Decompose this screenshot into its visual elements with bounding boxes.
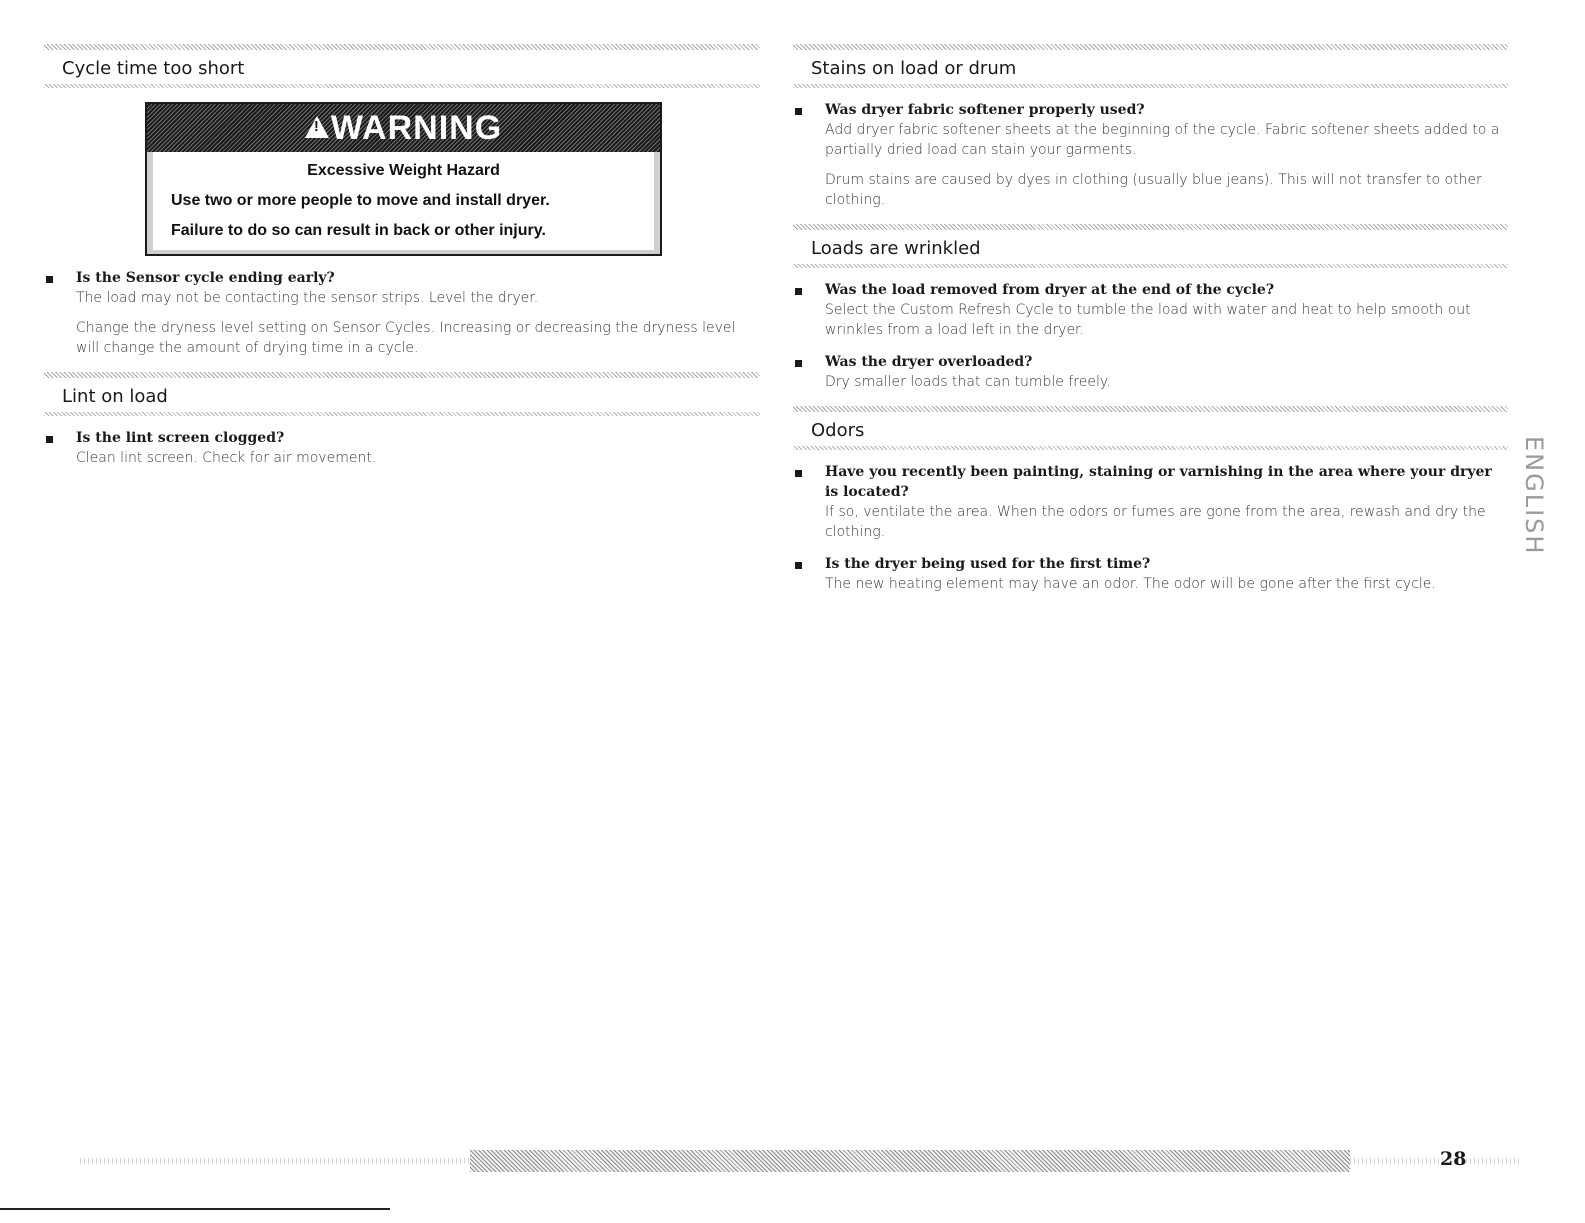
square-bullet-icon xyxy=(46,436,53,443)
item-question: Was dryer fabric softener properly used? xyxy=(825,102,1145,118)
section-divider xyxy=(793,264,1508,268)
warning-box xyxy=(145,102,662,256)
warning-line: Failure to do so can result in back or other injury. xyxy=(171,222,546,239)
item-question: Was the dryer overloaded? xyxy=(825,354,1033,370)
warning-line: Use two or more people to move and install dryer. xyxy=(171,192,550,209)
list-item xyxy=(793,100,1508,210)
section-title-odors: Odors xyxy=(811,420,865,441)
item-answer: Clean lint screen. Check for air movement. xyxy=(76,450,377,466)
right-column xyxy=(793,44,1508,594)
warning-header-label: WARNING xyxy=(330,108,503,147)
section-title-stains: Stains on load or drum xyxy=(811,58,1017,79)
square-bullet-icon xyxy=(795,108,802,115)
footer-band xyxy=(80,1150,1520,1170)
square-bullet-icon xyxy=(795,360,802,367)
item-answer: The new heating element may have an odor. The odor will be gone after the first cycle. xyxy=(825,576,1436,592)
item-answer: The load may not be contacting the sensor strips. Level the dryer. xyxy=(76,290,539,306)
item-question: Was the load removed from dryer at the end of the cycle? xyxy=(825,282,1275,298)
list-item xyxy=(44,428,760,468)
section-divider xyxy=(44,412,760,416)
section-divider xyxy=(793,446,1508,450)
item-answer: Add dryer fabric softener sheets at the beginning of the cycle. Fabric softener sheets added to a partially dried load can stain your garments. xyxy=(825,122,1500,158)
left-column xyxy=(44,44,760,468)
item-question: Is the Sensor cycle ending early? xyxy=(76,270,335,286)
item-answer: Change the dryness level setting on Sensor Cycles. Increasing or decreasing the dryness level will change the amount of drying time in a cycle. xyxy=(76,320,736,356)
page-number: 28 xyxy=(1440,1148,1467,1170)
list-item xyxy=(793,462,1508,542)
square-bullet-icon xyxy=(795,470,802,477)
warning-header xyxy=(147,104,660,152)
item-answer: Select the Custom Refresh Cycle to tumble the load with water and heat to help smooth out wrinkles from a load left in the dryer. xyxy=(825,302,1471,338)
list-item xyxy=(793,280,1508,340)
list-item xyxy=(44,268,760,358)
item-answer: Drum stains are caused by dyes in clothing (usually blue jeans). This will not transfer to other clothing. xyxy=(825,172,1482,208)
list-item xyxy=(793,554,1508,594)
footer-dotted-rule xyxy=(1350,1158,1520,1164)
item-answer: Dry smaller loads that can tumble freely. xyxy=(825,374,1111,390)
warning-hazard-title: Excessive Weight Hazard xyxy=(307,162,500,179)
item-answer: If so, ventilate the area. When the odors or fumes are gone from the area, rewash and dry the clothing. xyxy=(825,504,1486,540)
section-divider xyxy=(44,84,760,88)
warning-body xyxy=(147,152,660,254)
footer-dotted-rule xyxy=(80,1158,470,1164)
language-side-tab: ENGLISH xyxy=(1520,436,1548,556)
square-bullet-icon xyxy=(46,276,53,283)
item-question: Is the dryer being used for the first time? xyxy=(825,556,1151,572)
section-title-cycle-time: Cycle time too short xyxy=(62,58,245,79)
square-bullet-icon xyxy=(795,288,802,295)
section-divider xyxy=(793,84,1508,88)
footer-hatch-bar xyxy=(470,1150,1350,1172)
list-item xyxy=(793,352,1508,392)
bottom-rule xyxy=(0,1208,390,1210)
section-title-wrinkled: Loads are wrinkled xyxy=(811,238,981,259)
warning-triangle-icon xyxy=(305,116,329,138)
item-question: Have you recently been painting, staining or varnishing in the area where your dryer is located? xyxy=(825,464,1492,500)
section-title-lint: Lint on load xyxy=(62,386,168,407)
square-bullet-icon xyxy=(795,562,802,569)
item-question: Is the lint screen clogged? xyxy=(76,430,285,446)
